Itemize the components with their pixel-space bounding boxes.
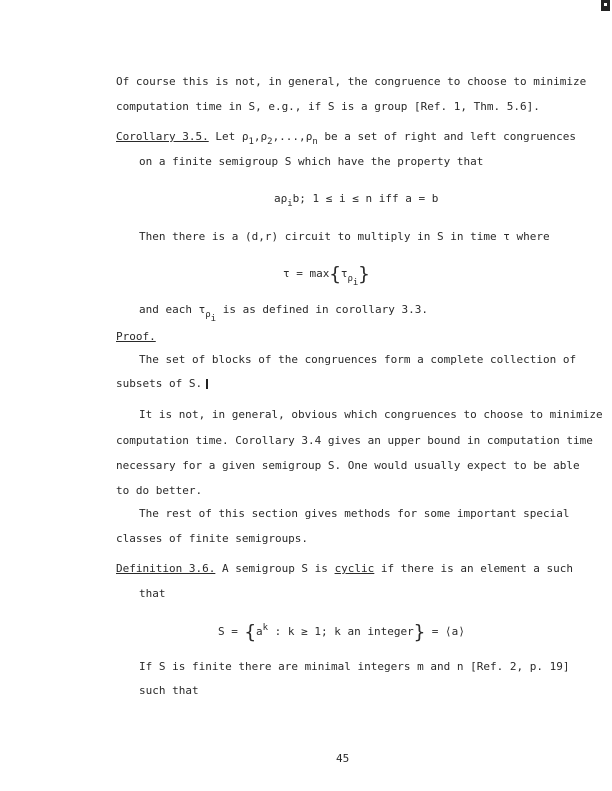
paragraph-line: computation time in S, e.g., if S is a group [Ref. 1, Thm. 5.6]. <box>116 100 540 113</box>
rho-symbol: ρ <box>280 192 288 205</box>
right-brace: } <box>358 263 370 285</box>
paragraph-line: Of course this is not, in general, the congruence to choose to minimize <box>116 75 587 88</box>
subscript: i <box>287 199 293 209</box>
rho-symbol: ρ <box>305 130 313 143</box>
corollary-line <box>116 130 576 145</box>
definition-label: Definition 3.6. <box>116 562 216 575</box>
corollary-label: Corollary 3.5. <box>116 130 209 143</box>
definition-line: that <box>139 587 166 600</box>
corollary-line: on a finite semigroup S which have the property that <box>139 155 484 168</box>
paragraph-line: necessary for a given semigroup S. One would usually expect to be able <box>116 459 580 472</box>
proof-heading: Proof. <box>116 330 156 343</box>
paragraph-line: such that <box>139 684 199 697</box>
scan-corner-mark <box>601 0 610 11</box>
defined-term: cyclic <box>334 562 375 575</box>
formula-text: b; 1 ≤ i ≤ n iff a = b <box>292 192 439 205</box>
subscript <box>347 274 359 288</box>
paragraph-line: classes of finite semigroups. <box>116 532 309 545</box>
subscript: i <box>210 314 217 324</box>
formula-text: : k ≥ 1; k an integer <box>268 625 414 638</box>
formula-text: = ⟨a⟩ <box>425 625 465 638</box>
formula-text: τ = max <box>283 267 330 280</box>
corollary-line <box>139 303 428 324</box>
subscript: 2 <box>267 137 273 147</box>
left-brace: { <box>244 621 256 643</box>
corollary-line: Then there is a (d,r) circuit to multiply in S in time τ where <box>139 230 550 243</box>
page-number: 45 <box>336 752 350 765</box>
paragraph-line: It is not, in general, obvious which congruences to choose to minimize <box>139 408 603 421</box>
formula-text: is as defined in corollary 3.3. <box>216 303 428 316</box>
formula-text: τ <box>340 267 348 280</box>
paragraph-text: subsets of S. <box>116 377 203 390</box>
superscript: k <box>262 623 268 633</box>
subscript <box>205 310 217 324</box>
rho-symbol: ρ <box>260 130 268 143</box>
formula-text: a <box>255 625 263 638</box>
paragraph-line: to do better. <box>116 484 203 497</box>
condition-formula <box>274 192 438 207</box>
paragraph-line: computation time. Corollary 3.4 gives an upper bound in computation time <box>116 434 593 447</box>
subscript: i <box>352 278 359 288</box>
qed-mark <box>206 379 208 389</box>
rho-symbol: ρ <box>205 310 211 320</box>
corollary-text: be a set of right and left congruences <box>317 130 577 143</box>
paragraph-line: The rest of this section gives methods for some important special <box>139 507 570 520</box>
right-brace: } <box>413 621 426 643</box>
subscript: 1 <box>248 137 254 147</box>
set-formula <box>218 621 465 643</box>
formula-text: S = <box>218 625 245 638</box>
rho-symbol: ρ <box>241 130 249 143</box>
definition-text: A semigroup S is <box>215 562 335 575</box>
left-brace: { <box>329 263 341 285</box>
paragraph-line <box>116 377 208 390</box>
rho-symbol: ρ <box>347 274 353 284</box>
definition-line <box>116 562 573 575</box>
tau-formula <box>283 263 370 288</box>
subscript: n <box>312 137 318 147</box>
ellipsis: ,..., <box>272 130 306 143</box>
corollary-text: Let <box>208 130 242 143</box>
paragraph-line: The set of blocks of the congruences form a complete collection of <box>139 353 577 366</box>
definition-text: if there is an element a such <box>374 562 573 575</box>
formula-text: and each τ <box>139 303 206 316</box>
comma: , <box>253 130 261 143</box>
formula-text: a <box>274 192 281 205</box>
paragraph-line: If S is finite there are minimal integers m and n [Ref. 2, p. 19] <box>139 660 570 673</box>
